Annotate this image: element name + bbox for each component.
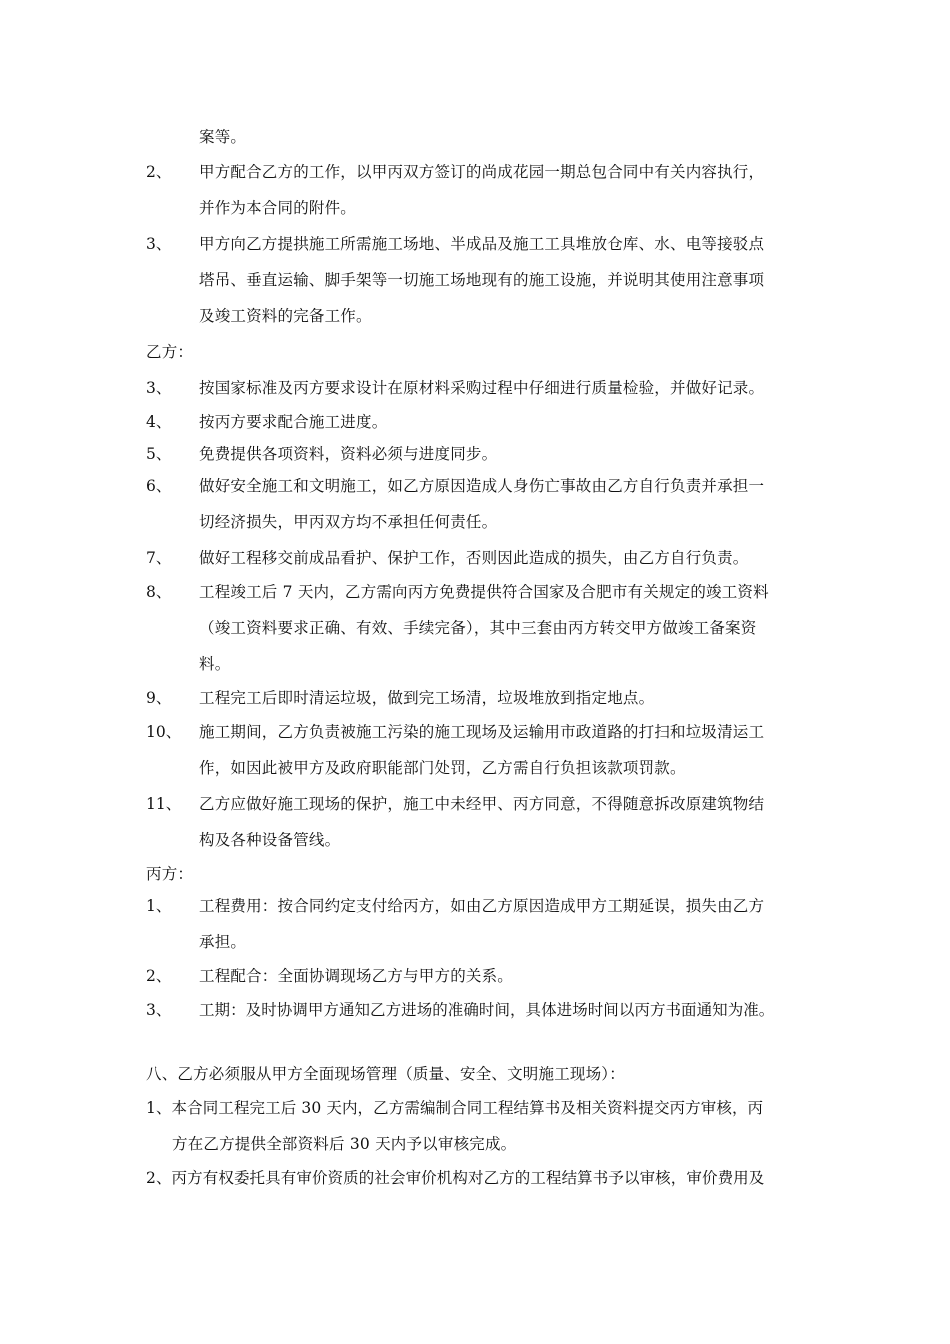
text-line: 料。	[199, 655, 231, 673]
text-line: 免费提供各项资料，资料必须与进度同步。	[199, 445, 498, 463]
text-line: 构及各种设备管线。	[199, 831, 341, 849]
text-line: 甲方配合乙方的工作，以甲丙双方签订的尚成花园一期总包合同中有关内容执行，	[199, 163, 765, 181]
text-line: 2、丙方有权委托具有审价资质的社会审价机构对乙方的工程结算书予以审核，审价费用及	[146, 1169, 765, 1187]
text-line: 1、本合同工程完工后 30 天内，乙方需编制合同工程结算书及相关资料提交丙方审核，丙	[146, 1099, 764, 1117]
text-line: 方在乙方提供全部资料后 30 天内予以审核完成。	[172, 1135, 517, 1153]
item-number: 3、	[146, 235, 172, 253]
text-line: 承担。	[199, 933, 247, 951]
section-heading-party-c: 丙方：	[146, 865, 194, 883]
item-number: 3、	[146, 1001, 172, 1019]
text-line: 施工期间，乙方负责被施工污染的施工现场及运输用市政道路的打扫和垃圾清运工	[199, 723, 765, 741]
text-line: 按国家标准及丙方要求设计在原材料采购过程中仔细进行质量检验，并做好记录。	[199, 379, 765, 397]
text-line: （竣工资料要求正确、有效、手续完备），其中三套由丙方转交甲方做竣工备案资	[199, 619, 757, 637]
text-line: 工程竣工后 7 天内，乙方需向丙方免费提供符合国家及合肥市有关规定的竣工资料	[199, 583, 769, 601]
text-line: 作，如因此被甲方及政府职能部门处罚，乙方需自行负担该款项罚款。	[199, 759, 686, 777]
text-line: 做好安全施工和文明施工，如乙方原因造成人身伤亡事故由乙方自行负责并承担一	[199, 477, 765, 495]
item-number: 5、	[146, 445, 172, 463]
item-number: 4、	[146, 413, 172, 431]
item-number: 8、	[146, 583, 172, 601]
text-line: 及竣工资料的完备工作。	[199, 307, 372, 325]
item-number: 6、	[146, 477, 172, 495]
text-line: 工程费用：按合同约定支付给丙方，如由乙方原因造成甲方工期延误，损失由乙方	[199, 897, 765, 915]
text-line: 乙方应做好施工现场的保护，施工中未经甲、丙方同意，不得随意拆改原建筑物结	[199, 795, 765, 813]
item-number: 9、	[146, 689, 172, 707]
item-number: 1、	[146, 897, 172, 915]
text-line: 工期：及时协调甲方通知乙方进场的准确时间，具体进场时间以丙方书面通知为准。	[199, 1001, 775, 1019]
item-number: 11、	[146, 795, 182, 813]
text-line: 塔吊、垂直运输、脚手架等一切施工场地现有的施工设施，并说明其使用注意事项	[199, 271, 765, 289]
text-line: 并作为本合同的附件。	[199, 199, 357, 217]
text-line: 切经济损失，甲丙双方均不承担任何责任。	[199, 513, 498, 531]
item-number: 2、	[146, 163, 172, 181]
text-line: 工程配合：全面协调现场乙方与甲方的关系。	[199, 967, 514, 985]
text-line: 按丙方要求配合施工进度。	[199, 413, 388, 431]
text-line: 做好工程移交前成品看护、保护工作，否则因此造成的损失，由乙方自行负责。	[199, 549, 749, 567]
section-heading-party-b: 乙方：	[146, 343, 194, 361]
item-number: 2、	[146, 967, 172, 985]
item-number: 10、	[146, 723, 182, 741]
text-line: 工程完工后即时清运垃圾，做到完工场清，垃圾堆放到指定地点。	[199, 689, 655, 707]
section-heading-eight: 八、乙方必须服从甲方全面现场管理（质量、安全、文明施工现场）：	[146, 1065, 625, 1083]
text-line: 甲方向乙方提拱施工所需施工场地、半成品及施工工具堆放仓库、水、电等接驳点	[199, 235, 765, 253]
item-number: 7、	[146, 549, 172, 567]
item-number: 3、	[146, 379, 172, 397]
text-line: 案等。	[199, 128, 247, 146]
